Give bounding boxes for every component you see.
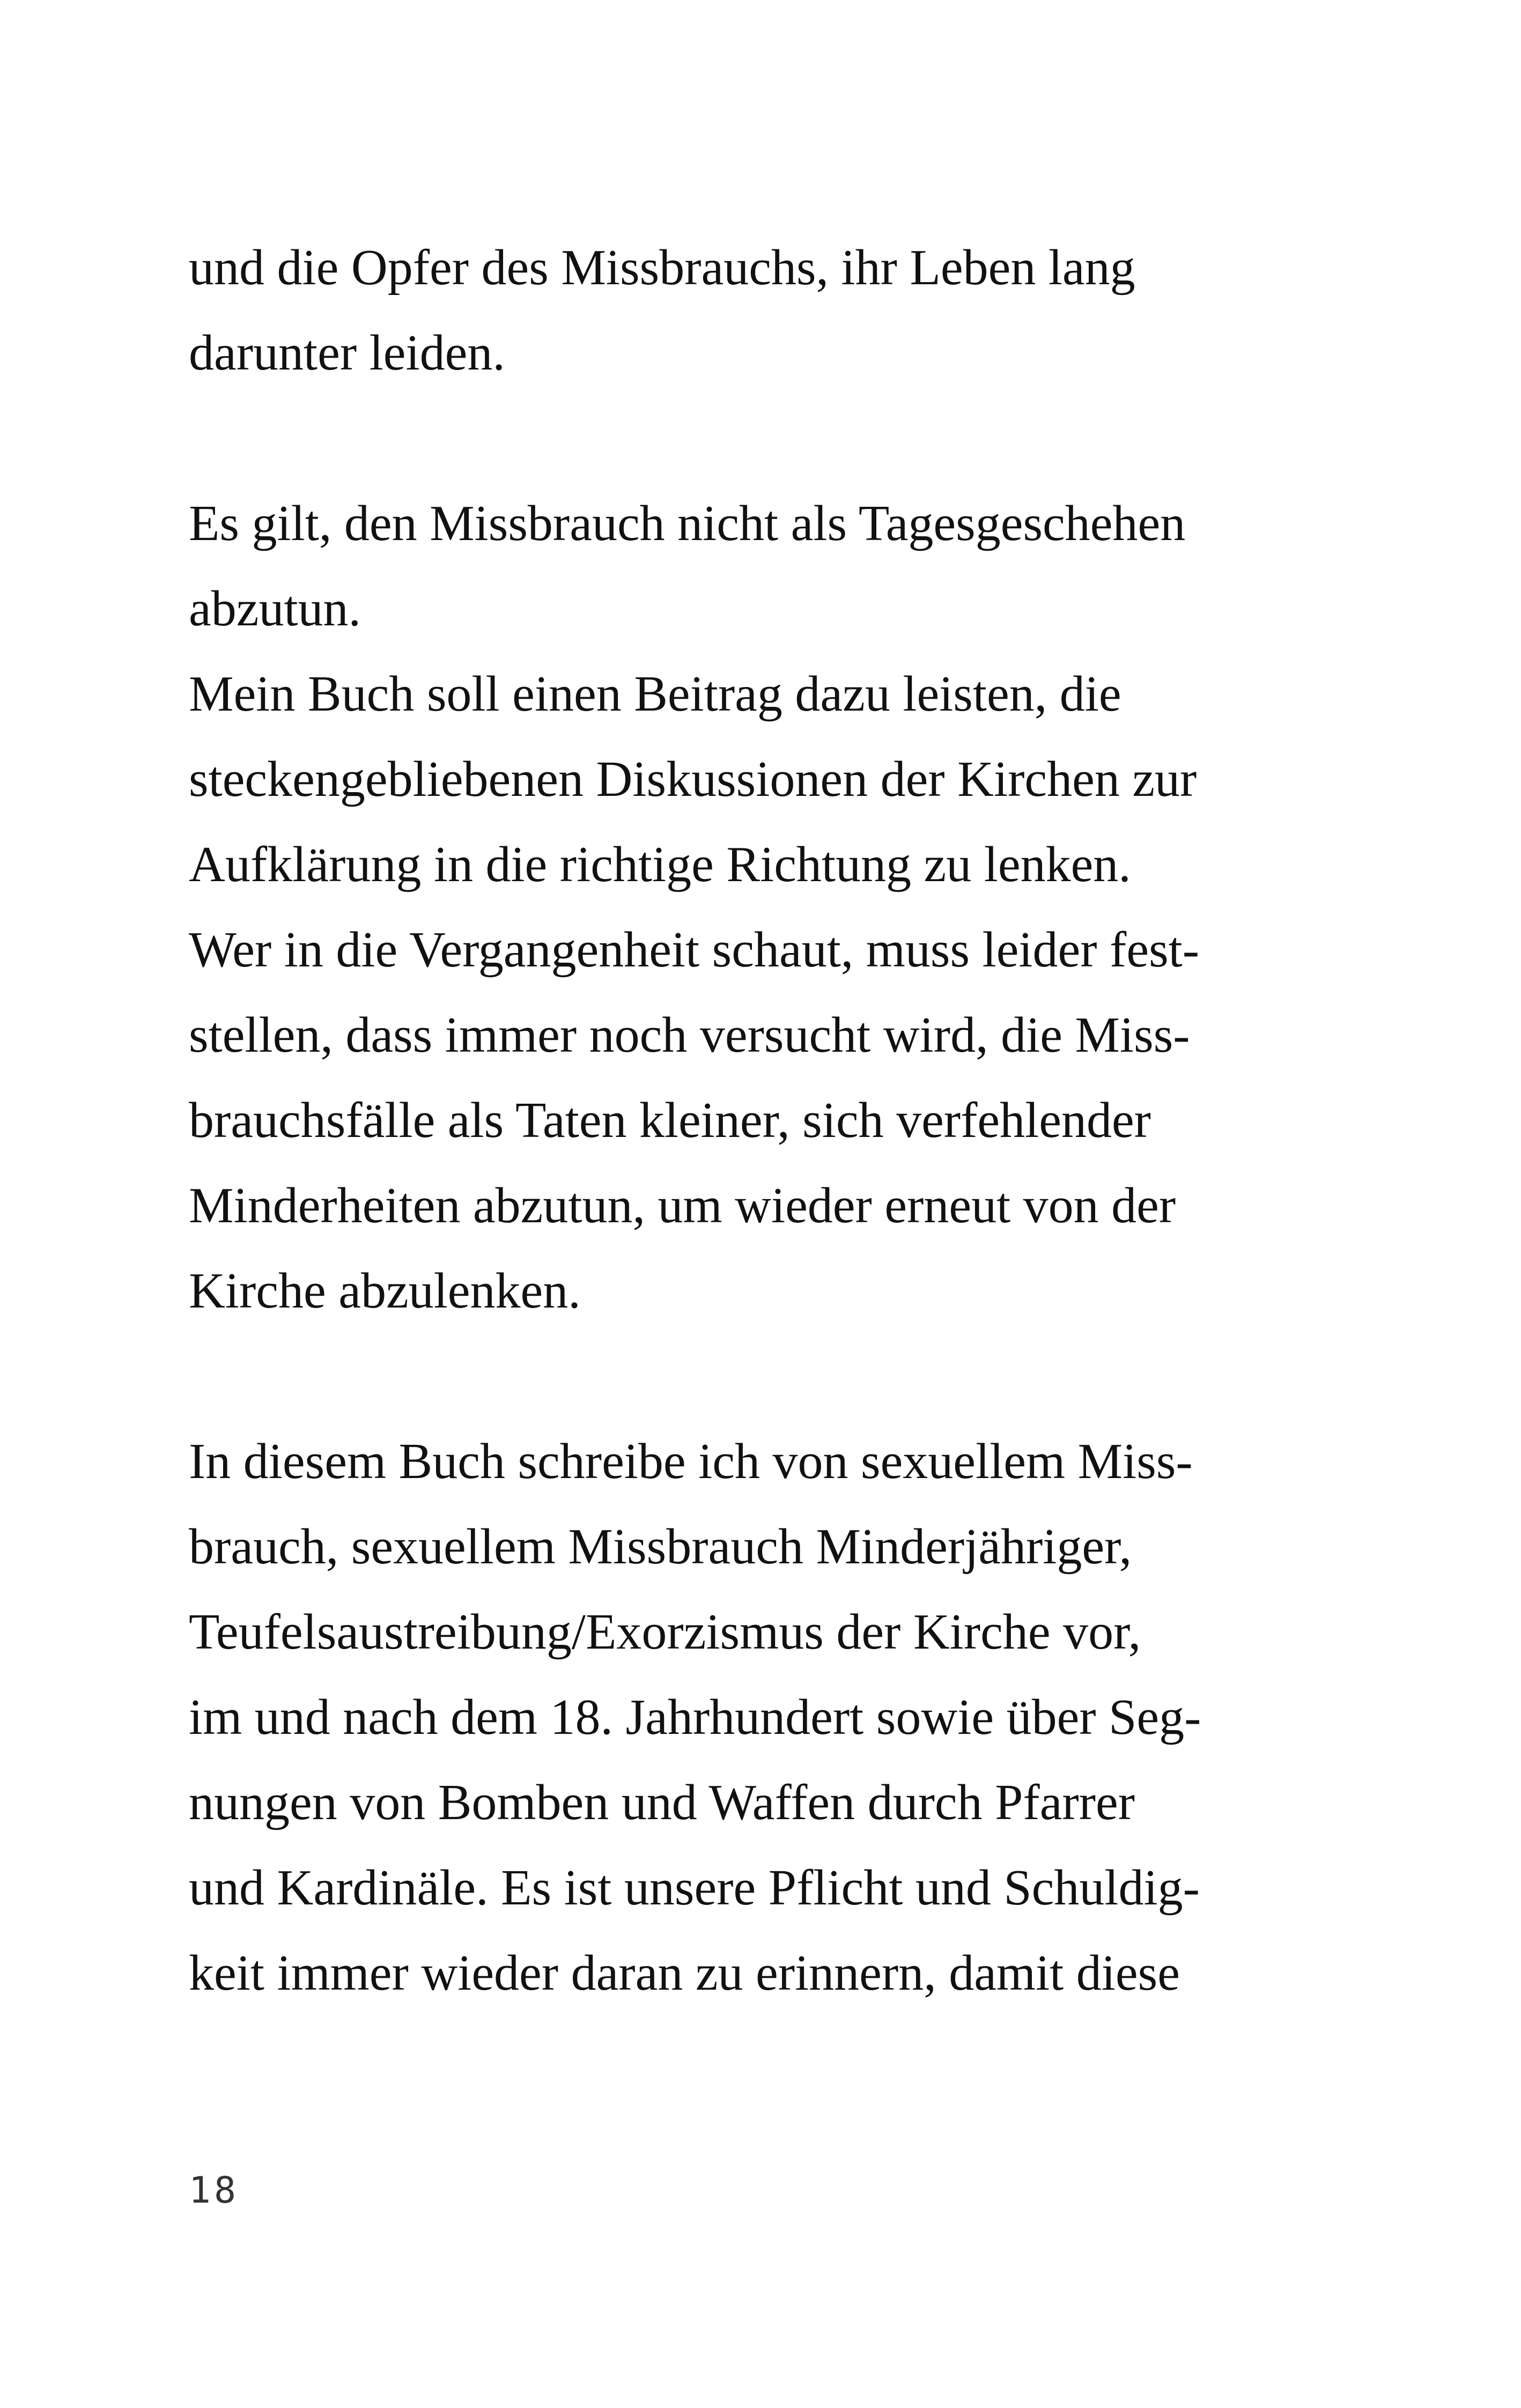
text-line: Es gilt, den Missbrauch nicht als Tagesgeschehen [189,496,1186,551]
text-line: brauch, sexuellem Missbrauch Minderjähriger, [189,1519,1132,1575]
text-line: Teufelsaustreibung/Exorzismus der Kirche vor, [189,1604,1141,1660]
text-line: keit immer wieder daran zu erinnern, damit diese [189,1945,1180,2001]
text-line: darunter leiden. [189,325,505,381]
text-line: Mein Buch soll einen Beitrag dazu leisten, die [189,666,1121,722]
paragraph-spacer [189,396,1326,481]
paragraph-1 [189,225,1326,396]
paragraph-2 [189,481,1326,1334]
text-line: Aufklärung in die richtige Richtung zu lenken. [189,837,1131,892]
text-line: und Kardinäle. Es ist unsere Pflicht und Schuldig- [189,1860,1200,1916]
text-line: und die Opfer des Missbrauchs, ihr Leben lang [189,240,1135,296]
text-line: steckengebliebenen Diskussionen der Kirchen zur [189,751,1197,807]
paragraph-3 [189,1419,1326,2016]
text-line: Kirche abzulenken. [189,1263,581,1319]
paragraph-spacer [189,1334,1326,1419]
body-text [189,225,1326,2016]
text-line: brauchsfälle als Taten kleiner, sich verfehlender [189,1092,1151,1148]
text-line: abzutun. [189,581,361,637]
text-line: nungen von Bomben und Waffen durch Pfarrer [189,1775,1135,1830]
page-number: 18 [189,2169,239,2212]
text-line: In diesem Buch schreibe ich von sexuellem Miss- [189,1434,1193,1489]
text-line: Wer in die Vergangenheit schaut, muss leider fest- [189,922,1200,978]
text-line: Minderheiten abzutun, um wieder erneut von der [189,1178,1176,1233]
text-line: stellen, dass immer noch versucht wird, die Miss- [189,1007,1190,1063]
text-line: im und nach dem 18. Jahrhundert sowie über Seg- [189,1689,1201,1745]
